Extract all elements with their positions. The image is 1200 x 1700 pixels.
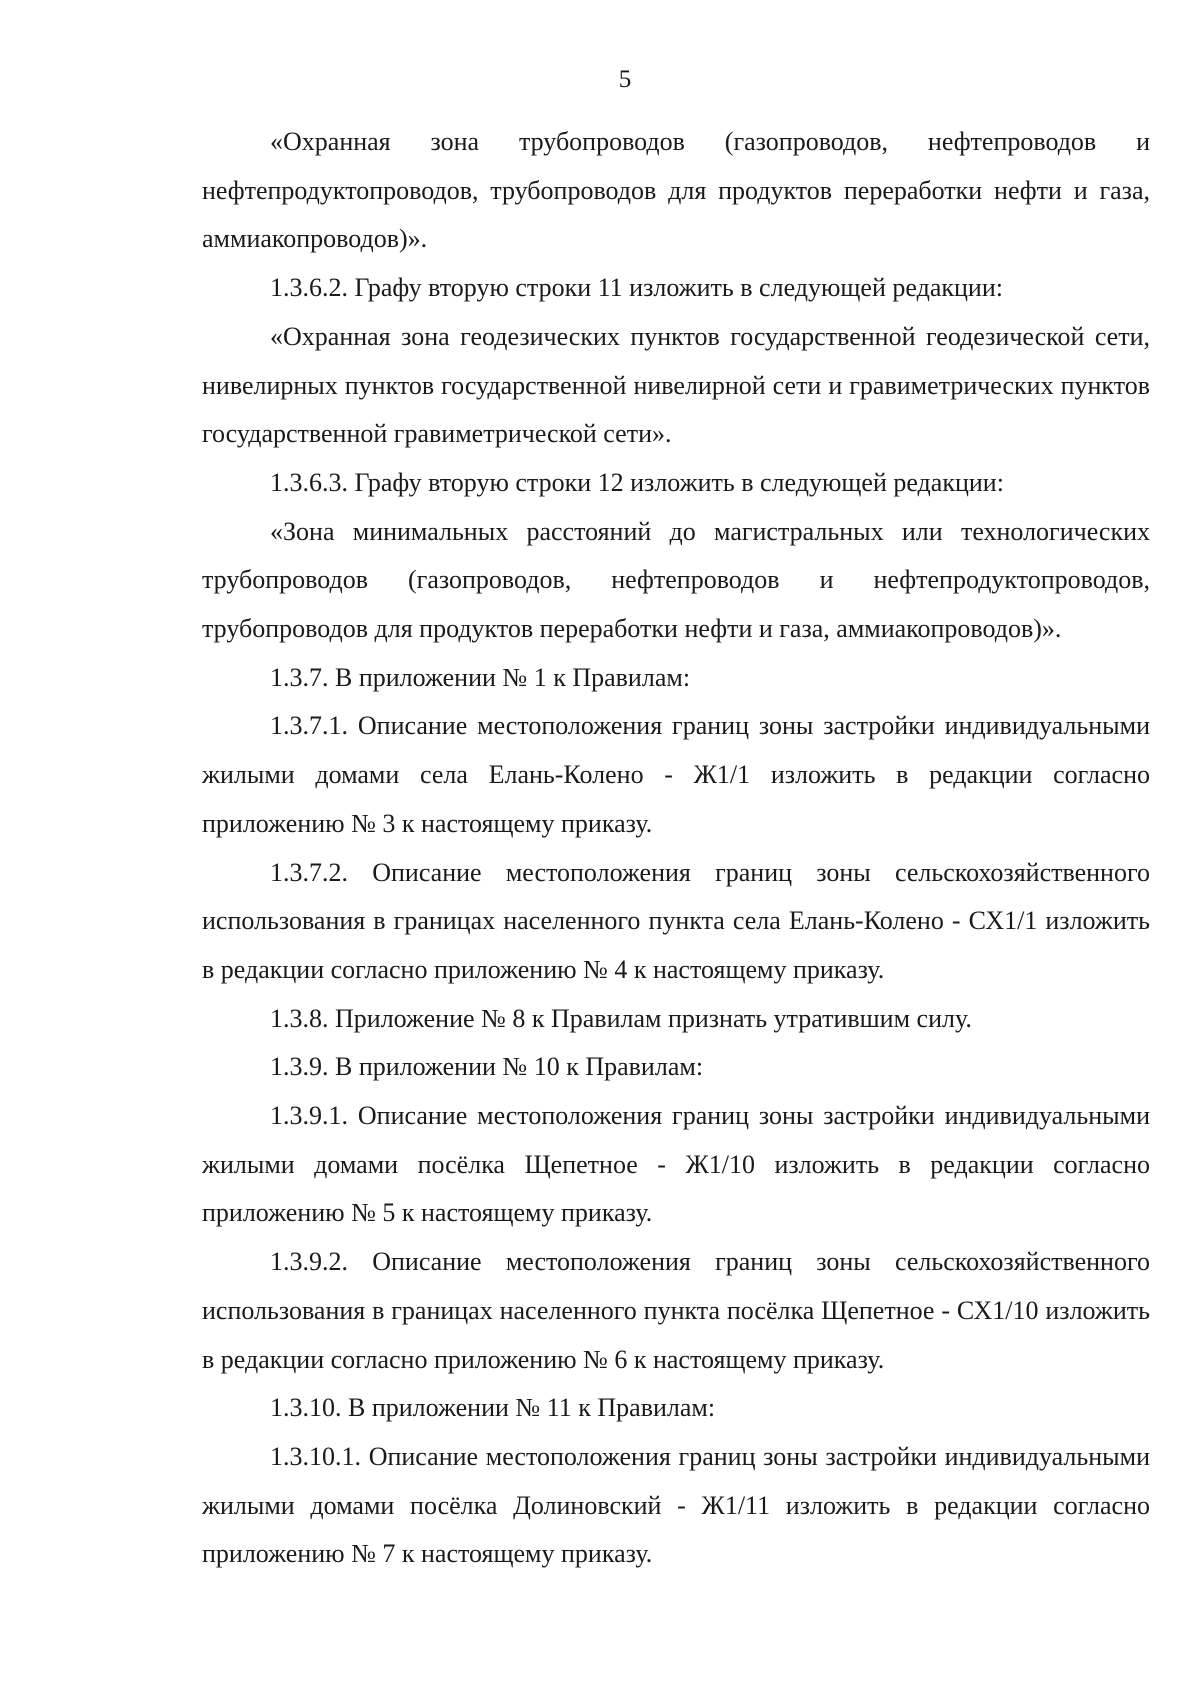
document-body (202, 118, 1150, 1579)
paragraph-1-3-6-3: 1.3.6.3. Графу вторую строки 12 изложить в следующей редакции: (270, 467, 1004, 497)
paragraph-geodetic-protection-zone: «Охранная зона геодезических пунктов государственной геодезической сети, нивелирных пунктов государственной нивелирной сети и гравиметрических пунктов государственной гравиметрической сети». (202, 321, 1150, 449)
paragraph-pipeline-protection-zone: «Охранная зона трубопроводов (газопроводов, нефтепроводов и нефтепродуктопроводов, трубопроводов для продуктов переработки нефти и газа, аммиакопроводов)». (202, 127, 1150, 254)
paragraph-1-3-7-2: 1.3.7.2. Описание местоположения границ зоны сельскохозяйственного использования в границах населенного пункта села Елань-Колено - СХ1/1 изложить в редакции согласно приложению № 4 к настоящему приказу. (202, 857, 1150, 984)
paragraph-1-3-9: 1.3.9. В приложении № 10 к Правилам: (270, 1052, 704, 1082)
paragraph-1-3-9-2: 1.3.9.2. Описание местоположения границ зоны сельскохозяйственного использования в границах населенного пункта посёлка Щепетное - СХ1/10 изложить в редакции согласно приложению № 6 к настоящему приказу. (202, 1247, 1150, 1374)
paragraph-1-3-10-1: 1.3.10.1. Описание местоположения границ зоны застройки индивидуальными жилыми домами посёлка Долиновский - Ж1/11 изложить в редакции согласно приложению № 7 к настоящему приказу. (202, 1441, 1150, 1569)
paragraph-minimum-distance-zone: «Зона минимальных расстояний до магистральных или технологических трубопроводов (газопроводов, нефтепроводов и нефтепродуктопроводов, трубопроводов для продуктов переработки нефти и газа, аммиакопроводов)». (202, 516, 1150, 644)
paragraph-1-3-10: 1.3.10. В приложении № 11 к Правилам: (270, 1393, 716, 1423)
page-number: 5 (618, 66, 632, 93)
paragraph-1-3-6-2: 1.3.6.2. Графу вторую строки 11 изложить в следующей редакции: (270, 273, 1003, 303)
paragraph-1-3-7: 1.3.7. В приложении № 1 к Правилам: (270, 662, 691, 692)
paragraph-1-3-7-1: 1.3.7.1. Описание местоположения границ зоны застройки индивидуальными жилыми домами села Елань-Колено - Ж1/1 изложить в редакции согласно приложению № 3 к настоящему приказу. (202, 711, 1150, 838)
paragraph-1-3-8: 1.3.8. Приложение № 8 к Правилам признать утратившим силу. (270, 1003, 972, 1033)
paragraph-1-3-9-1: 1.3.9.1. Описание местоположения границ зоны застройки индивидуальными жилыми домами посёлка Щепетное - Ж1/10 изложить в редакции согласно приложению № 5 к настоящему приказу. (202, 1101, 1150, 1228)
